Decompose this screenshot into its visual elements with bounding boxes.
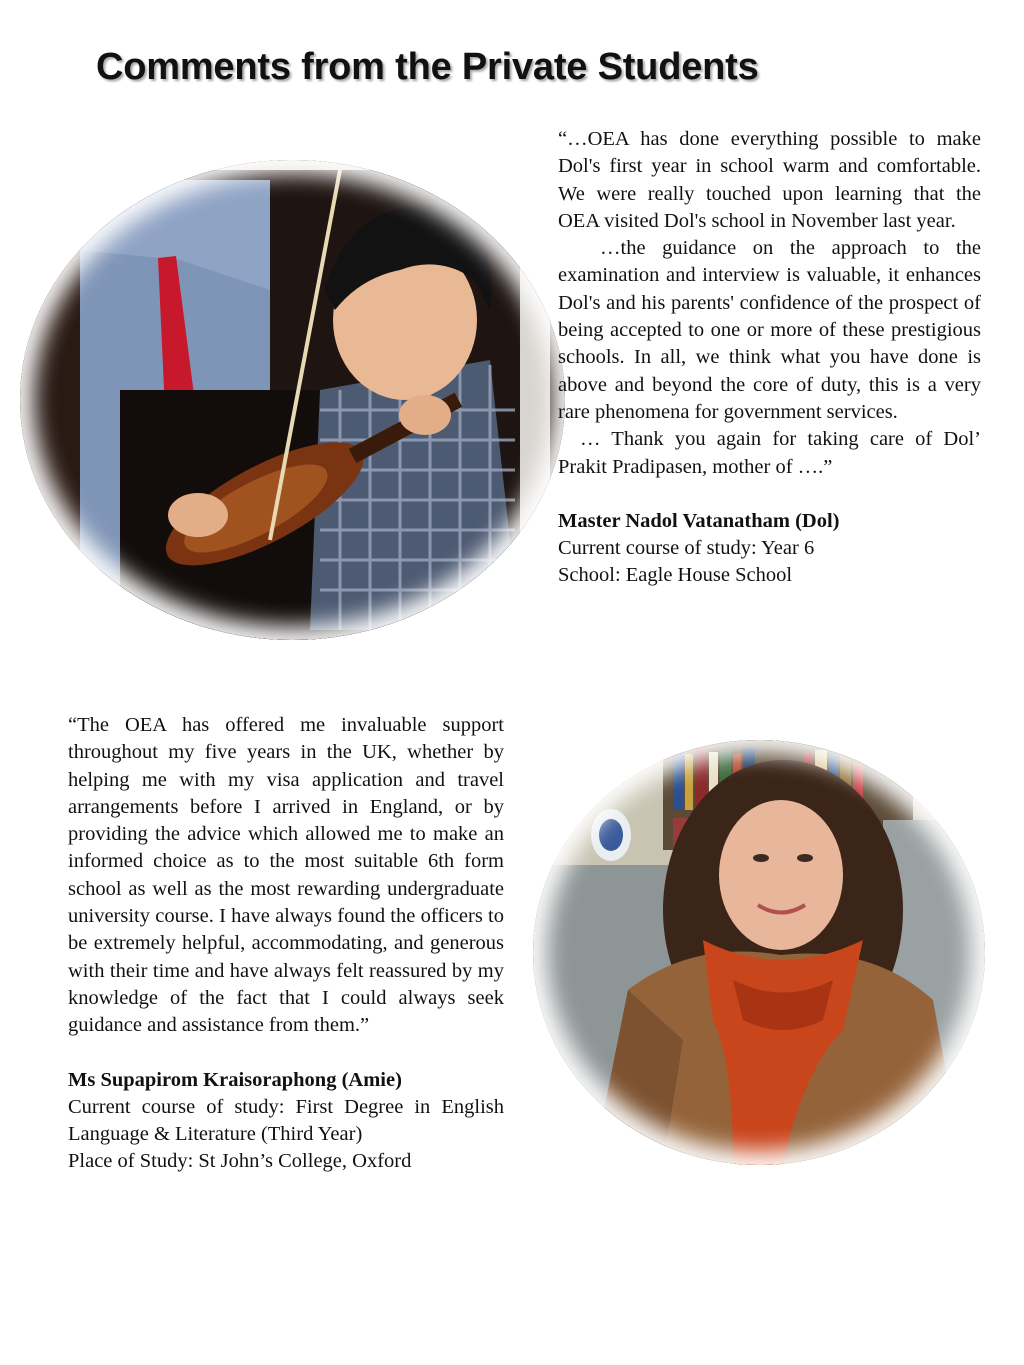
student-name: Ms Supapirom Kraisoraphong (Amie) bbox=[68, 1068, 402, 1091]
testimonial-paragraph: …the guidance on the approach to the examination and interview is valuable, it enhances Dol's and his parents' confidence of the prospect of being accepted to one or more of these prestigious schools. In all, we think what you have done is above and beyond the core of duty, this is a very rare phenomena for government services. bbox=[558, 237, 981, 423]
photo-boy-violin-image bbox=[20, 160, 565, 640]
student-photo-violin bbox=[20, 160, 565, 640]
testimonial-paragraph: … Thank you again for taking care of Dol’ Prakit Pradipasen, mother of ….” bbox=[558, 428, 981, 478]
testimonial-dol bbox=[558, 126, 981, 590]
place-of-study: School: Eagle House School bbox=[558, 564, 793, 587]
testimonial-paragraph: “…OEA has done everything possible to make Dol's first year in school warm and comfortable. We were really touched upon learning that the OEA visited Dol's school in November last year. bbox=[558, 128, 981, 232]
photo-woman-scarf-image bbox=[533, 740, 985, 1165]
student-photo-office bbox=[533, 740, 985, 1165]
place-of-study: Place of Study: St John’s College, Oxford bbox=[68, 1150, 412, 1173]
student-name: Master Nadol Vatanatham (Dol) bbox=[558, 509, 840, 532]
testimonial-paragraph: “The OEA has offered me invaluable support throughout my five years in the UK, whether by helping me with my visa application and travel arrangements before I arrived in England, or by providing the advice which allowed me to make an informed choice as to the most suitable 6th form school as well as the most rewarding undergraduate university course. I have always found the officers to be extremely helpful, accommodating, and generous with their time and have always felt reassured by my knowledge of the fact that I could always seek guidance and assistance from them.” bbox=[68, 714, 504, 1037]
course-of-study: Current course of study: Year 6 bbox=[558, 537, 815, 560]
testimonial-amie bbox=[68, 712, 504, 1176]
course-of-study: Current course of study: First Degree in English Language & Literature (Third Year) bbox=[68, 1095, 504, 1146]
page-title: Comments from the Private Students bbox=[96, 46, 759, 88]
